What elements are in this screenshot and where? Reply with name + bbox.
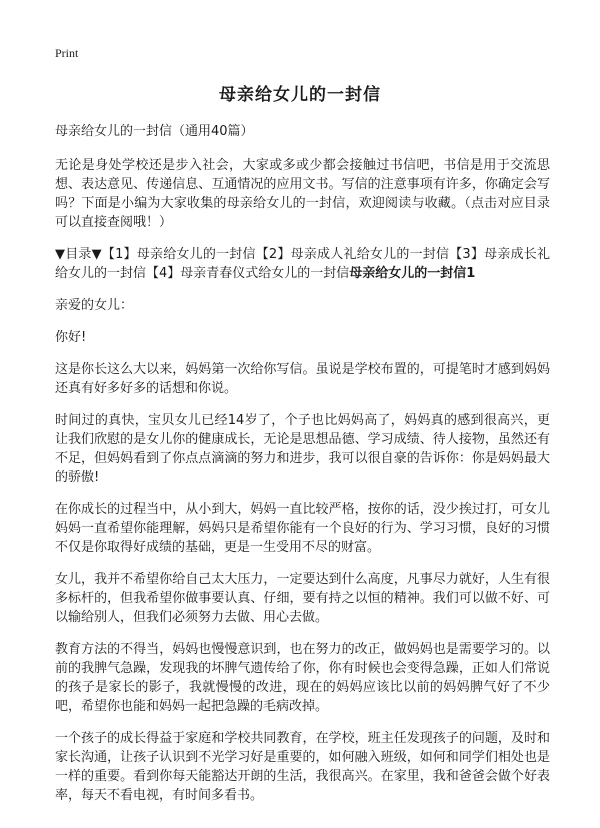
letter-hello: 你好! <box>55 330 87 345</box>
letter-paragraph: 女儿，我并不希望你给自己太大压力，一定要达到什么高度，凡事尽力就好，人生有很多标杆的，但我希望你做事要认真、仔细，要有持之以恒的精神。我们可以做不好、可以输给别人，但我们必须努力去做、用心去做。 <box>55 572 550 625</box>
page-title: 母亲给女儿的一封信 <box>219 85 381 105</box>
letter-greeting: 亲爱的女儿： <box>55 298 134 313</box>
letter-paragraph: 时间过的真快，宝贝女儿已经14岁了，个子也比妈妈高了，妈妈真的感到很高兴，更让我们欣慰的是女儿你的健康成长，无论是思想品德、学习成绩、待人接物，虽然还有不足，但妈妈看到了你点点滴滴的努力和进步，我可以很自豪的告诉你：你是妈妈最大的骄傲! <box>55 413 550 485</box>
letter-paragraph: 教育方法的不得当，妈妈也慢慢意识到，也在努力的改正，做妈妈也是需要学习的。以前的我脾气急躁，发现我的坏脾气遗传给了你，你有时候也会变得急躁，正如人们常说的孩子是家长的影子，我就慢慢的改进，现在的妈妈应该比以前的妈妈脾气好了不少吧，希望你也能和妈妈一起把急躁的毛病改掉。 <box>55 642 550 714</box>
table-of-contents[interactable] <box>55 245 550 283</box>
letter-paragraph: 这是你长这么大以来，妈妈第一次给你写信。虽说是学校布置的，可提笔时才感到妈妈还真有好多好多的话想和你说。 <box>55 362 550 396</box>
toc-links[interactable]: ▼目录▼【1】母亲给女儿的一封信【2】母亲成人礼给女儿的一封信【3】母亲成长礼给女儿的一封信【4】母亲青春仪式给女儿的一封信 <box>55 247 550 281</box>
toc-current-heading: 母亲给女儿的一封信1 <box>349 266 476 281</box>
intro-paragraph: 无论是身处学校还是步入社会，大家或多或少都会接触过书信吧，书信是用于交流思想、表达意见、传递信息、互通情况的应用文书。写信的注意事项有许多，你确定会写吗？下面是小编为大家收集的母亲给女儿的一封信，欢迎阅读与收藏。（点击对应目录可以直接查阅哦！） <box>55 158 550 230</box>
letter-paragraph: 在你成长的过程当中，从小到大，妈妈一直比较严格，按你的话，没少挨过打，可女儿妈妈一直希望你能理解，妈妈只是希望你能有一个良好的行为、学习习惯，良好的习惯不仅是你取得好成绩的基础，更是一生受用不尽的财富。 <box>55 502 550 555</box>
article-body <box>55 122 550 818</box>
article-subtitle: 母亲给女儿的一封信（通用40篇） <box>55 124 254 139</box>
print-link[interactable]: Print <box>55 46 79 60</box>
letter-paragraph: 一个孩子的成长得益于家庭和学校共同教育，在学校，班主任发现孩子的问题，及时和家长沟通，让孩子认识到不光学习好是重要的，如何融入班级，如何和同学们相处也是一样的重要。看到你每天能豁达开朗的生活，我很高兴。在家里，我和爸爸会做个好表率，每天不看电视，有时间多看书。 <box>55 731 550 803</box>
